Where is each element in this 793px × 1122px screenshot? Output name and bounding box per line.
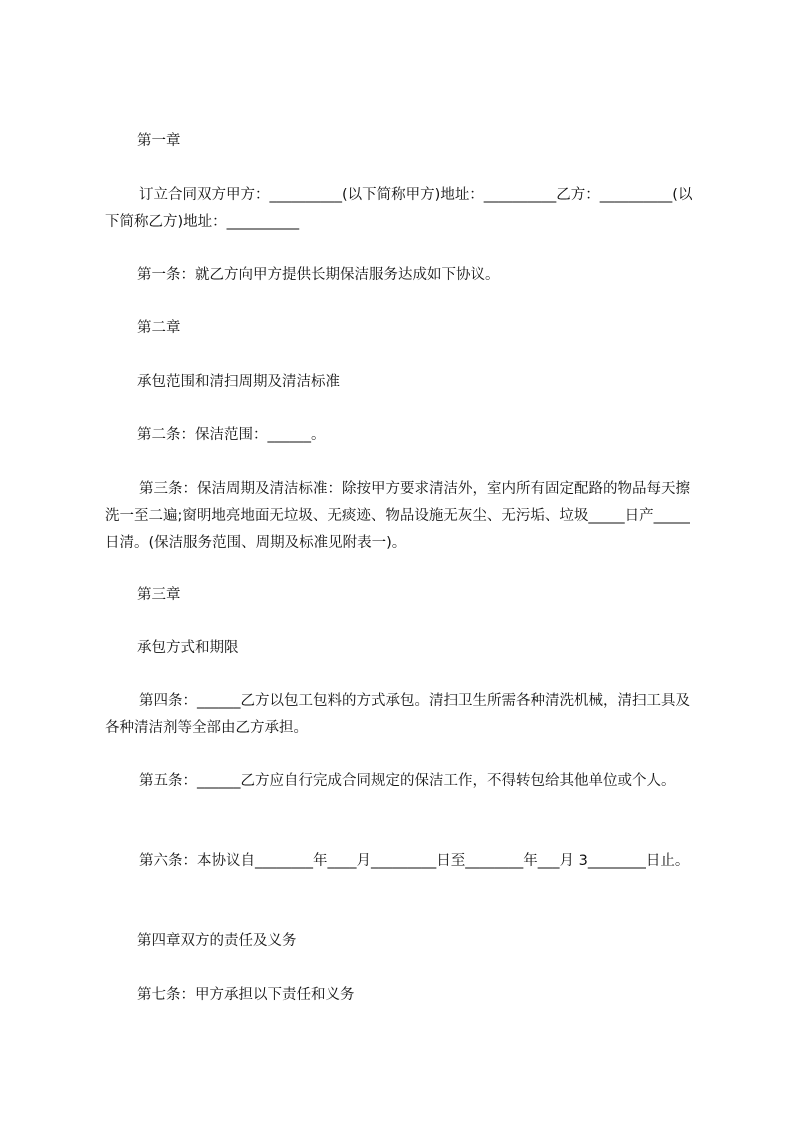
article-5: 第五条：______乙方应自行完成合同规定的保洁工作，不得转包给其他单位或个人。 [139, 773, 676, 789]
chapter-1-heading: 第一章 [137, 133, 181, 149]
article-6: 第六条：本协议自________年____月_________日至________年___月 3________日止。 [139, 853, 690, 869]
parties-paragraph: 订立合同双方甲方：__________(以下简称甲方)地址：__________乙方：__________(以下简称乙方)地址：__________ [105, 187, 693, 230]
article-4: 第四条：______乙方以包工包料的方式承包。清扫卫生所需各种清洗机械，清扫工具及各种清洁剂等全部由乙方承担。 [105, 693, 690, 736]
chapter-2-heading: 第二章 [137, 320, 181, 336]
article-7: 第七条：甲方承担以下责任和义务 [137, 987, 355, 1003]
article-1: 第一条：就乙方向甲方提供长期保洁服务达成如下协议。 [137, 267, 500, 283]
chapter-4-heading: 第四章双方的责任及义务 [137, 933, 297, 949]
chapter-3-heading: 第三章 [137, 587, 181, 603]
article-3: 第三条：保洁周期及清洁标准：除按甲方要求清洁外，室内所有固定配路的物品每天擦洗一至二遍;窗明地亮地面无垃圾、无痰迹、物品设施无灰尘、无污垢、垃圾_____日产_____日清。(保洁服务范围、周期及标准见附表一)。 [105, 481, 690, 551]
chapter-2-title: 承包范围和清扫周期及清洁标准 [137, 374, 340, 390]
article-2: 第二条：保洁范围：______。 [137, 427, 326, 443]
chapter-3-title: 承包方式和期限 [137, 640, 239, 656]
